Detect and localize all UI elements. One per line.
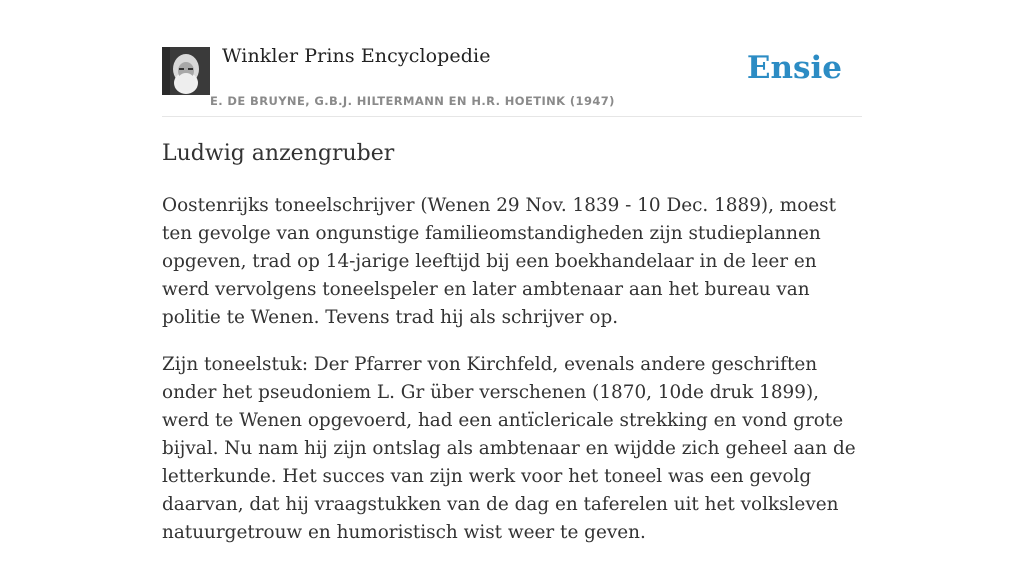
publication-authors: E. DE BRUYNE, G.B.J. HILTERMANN EN H.R. HOETINK (1947): [210, 94, 615, 108]
article-paragraph: Oostenrijks toneelschrijver (Wenen 29 Nov. 1839 - 10 Dec. 1889), moest ten gevolge van ongunstige familieomstandigheden zijn studieplannen opgeven, trad op 14-jarige leeftijd bij een boekhandelaar in de leer en werd vervolgens toneelspeler en later ambtenaar aan het bureau van politie te Wenen. Tevens trad hij als schrijver op.: [162, 195, 836, 328]
article-title: Ludwig anzengruber: [162, 141, 395, 166]
portrait-avatar-icon[interactable]: [162, 47, 210, 95]
content-container: [162, 0, 862, 543]
publication-title[interactable]: Winkler Prins Encyclopedie: [222, 45, 491, 67]
publication-header: [162, 0, 862, 117]
ensie-logo-link[interactable]: Ensie: [746, 50, 842, 86]
article-paragraph: Zijn toneelstuk: Der Pfarrer von Kirchfeld, evenals andere geschriften onder het pseudoniem L. Gr über verschenen (1870, 10de druk 1899), werd te Wenen opgevoerd, had een antïclericale strekking en vond grote bijval. Nu nam hij zijn ontslag als ambtenaar en wijdde zich geheel aan de letterkunde. Het succes van zijn werk voor het toneel was een gevolg daarvan, dat hij vraagstukken van de dag en taferelen uit het volksleven natuurgetrouw en humoristisch wist weer te geven.: [162, 354, 856, 543]
article-body: [162, 192, 862, 566]
